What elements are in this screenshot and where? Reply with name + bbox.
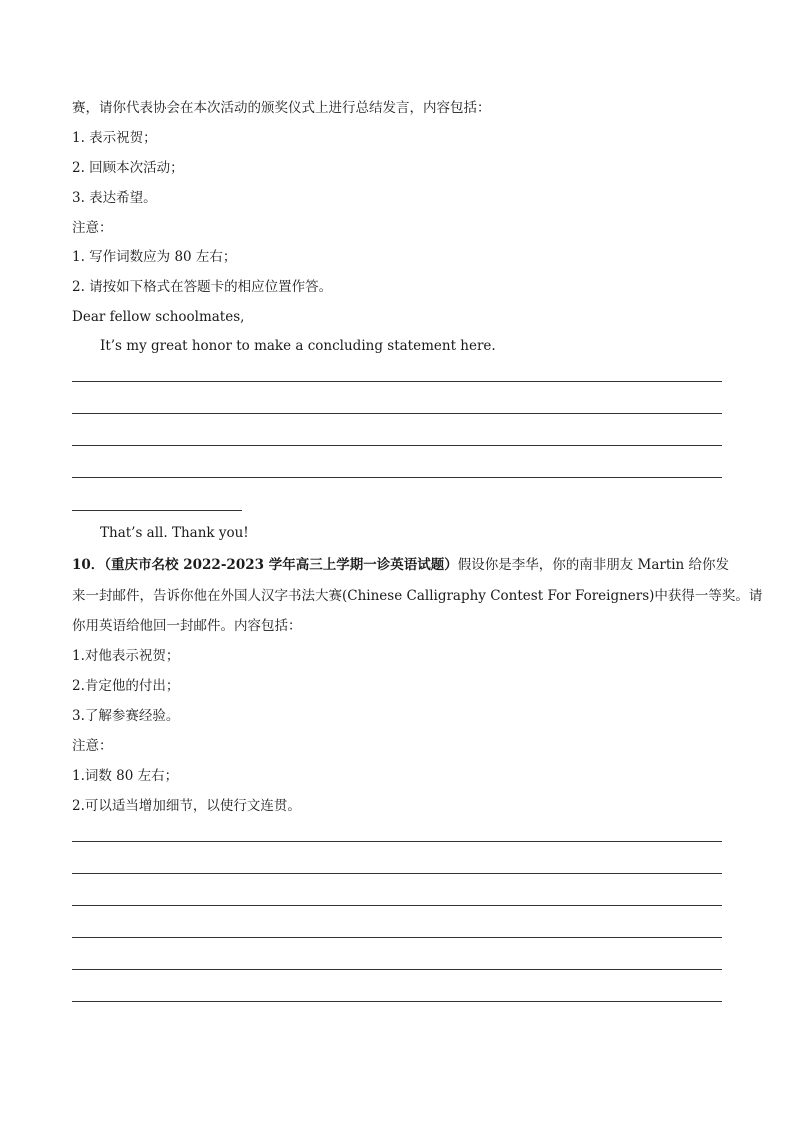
q10-note-2: 2.可以适当增加细节，以使行文连贯。	[72, 798, 301, 814]
answer-line[interactable]	[72, 969, 722, 970]
answer-line[interactable]	[72, 1001, 722, 1002]
q9-intro-tail: 赛，请你代表协会在本次活动的颁奖仪式上进行总结发言，内容包括：	[72, 100, 491, 116]
q9-notes-label: 注意：	[72, 220, 113, 236]
q10-number: 10．	[72, 557, 105, 573]
q10-source: （重庆市名校 2022-2023 学年高三上学期一诊英语试题）	[104, 557, 458, 573]
q10-point-2: 2.肯定他的付出；	[72, 678, 180, 694]
answer-line[interactable]	[72, 873, 722, 874]
q10-heading	[72, 556, 729, 574]
q9-note-1: 1. 写作词数应为 80 左右；	[72, 249, 237, 265]
q9-closing-sentence: That’s all. Thank you!	[100, 525, 249, 541]
answer-line[interactable]	[72, 937, 722, 938]
answer-line[interactable]	[72, 841, 722, 842]
q10-point-3: 3.了解参赛经验。	[72, 708, 180, 724]
answer-line[interactable]	[72, 477, 722, 478]
q10-prompt-line-2: 来一封邮件，告诉你他在外国人汉字书法大赛(Chinese Calligraphy Contest For Foreigners)中获得一等奖。请	[72, 588, 763, 604]
q10-note-1: 1.词数 80 左右；	[72, 768, 179, 784]
q9-point-2: 2. 回顾本次活动；	[72, 160, 184, 176]
q10-notes-label: 注意：	[72, 738, 113, 754]
answer-line-short[interactable]	[72, 510, 242, 511]
q9-salutation: Dear fellow schoolmates,	[72, 309, 245, 325]
answer-line[interactable]	[72, 445, 722, 446]
q9-opening-sentence: It’s my great honor to make a concluding statement here.	[100, 338, 496, 354]
answer-line[interactable]	[72, 413, 722, 414]
answer-line[interactable]	[72, 905, 722, 906]
q10-prompt-first: 假设你是李华，你的南非朋友 Martin 给你发	[457, 557, 730, 573]
q9-point-3: 3. 表达希望。	[72, 190, 157, 206]
q10-prompt-line-3: 你用英语给他回一封邮件。内容包括：	[72, 618, 302, 634]
answer-line[interactable]	[72, 381, 722, 382]
q10-point-1: 1.对他表示祝贺；	[72, 648, 180, 664]
q9-note-2: 2. 请按如下格式在答题卡的相应位置作答。	[72, 279, 333, 295]
q9-point-1: 1. 表示祝贺；	[72, 130, 157, 146]
